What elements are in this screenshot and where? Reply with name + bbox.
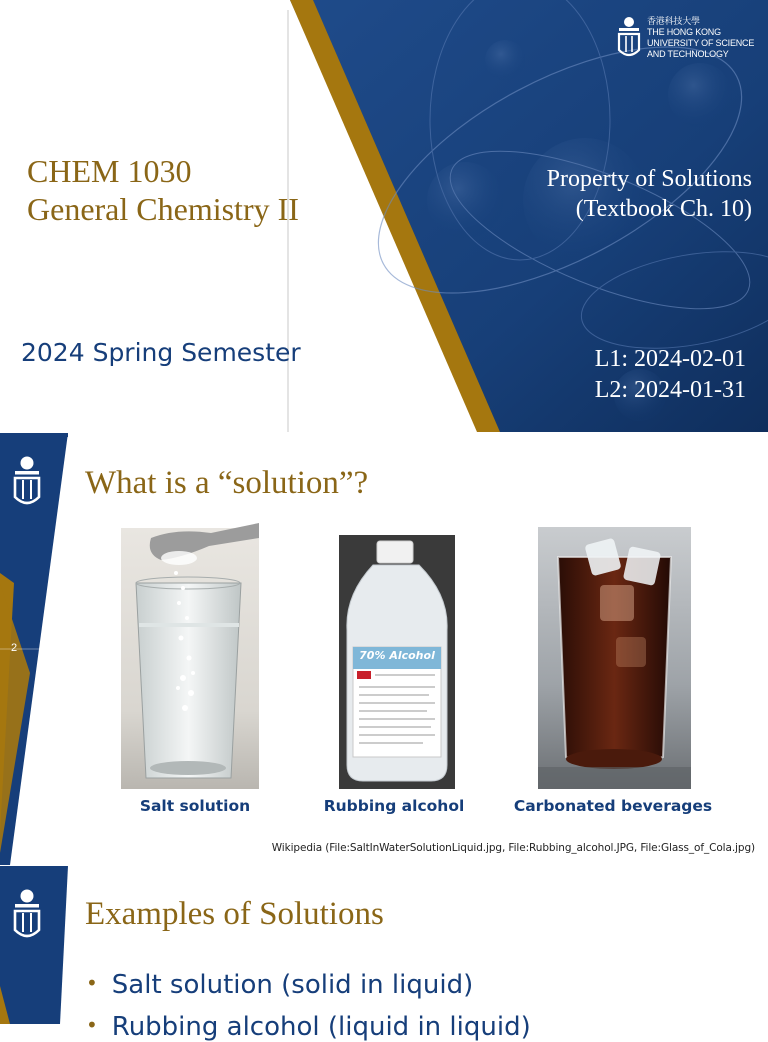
logo-line2: UNIVERSITY OF SCIENCE xyxy=(647,38,755,48)
hkust-logo-text xyxy=(647,16,754,60)
course-title xyxy=(27,152,299,228)
slide-examples-of-solutions xyxy=(0,866,768,1042)
page-number: 2 xyxy=(11,642,18,654)
logo-chinese: 香港科技大學 xyxy=(647,16,700,26)
salt-solution-photo xyxy=(121,528,259,789)
hkust-emblem-icon xyxy=(616,16,642,64)
bullet-dot-icon: • xyxy=(86,971,98,995)
carbonated-beverage-photo xyxy=(538,527,691,789)
title-slide xyxy=(0,0,768,432)
bullet-item xyxy=(86,1012,531,1042)
logo-line1: THE HONG KONG xyxy=(647,27,721,37)
topic-line1: Property of Solutions xyxy=(546,166,752,192)
slide-what-is-solution xyxy=(0,433,768,865)
lecture-dates xyxy=(595,344,746,406)
bullet-item xyxy=(86,970,473,1000)
slide-title: Examples of Solutions xyxy=(85,896,384,932)
course-code: CHEM 1030 xyxy=(27,153,192,189)
logo-line3: AND TECHNOLOGY xyxy=(647,49,729,59)
slide-title: What is a “solution”? xyxy=(85,465,369,501)
image-credit: Wikipedia (File:SaltInWaterSolutionLiquid.jpg, File:Rubbing_alcohol.JPG, File:Glass_of_Cola.jpg) xyxy=(271,842,755,854)
bullet-text: Salt solution (solid in liquid) xyxy=(111,970,474,1000)
hkust-emblem-icon xyxy=(10,888,44,944)
date-l1: L1: 2024-02-01 xyxy=(594,346,746,372)
hkust-logo xyxy=(616,16,756,64)
semester-label: 2024 Spring Semester xyxy=(21,338,301,367)
hkust-emblem-icon xyxy=(10,455,44,511)
topic-line2: (Textbook Ch. 10) xyxy=(575,196,752,222)
caption-rubbing-alcohol: Rubbing alcohol xyxy=(323,797,465,815)
rubbing-alcohol-photo xyxy=(339,535,455,789)
course-name: General Chemistry II xyxy=(27,191,299,227)
date-l2: L2: 2024-01-31 xyxy=(594,377,746,403)
caption-salt-solution: Salt solution xyxy=(139,797,251,815)
bullet-dot-icon: • xyxy=(86,1013,98,1037)
lecture-topic xyxy=(547,164,752,224)
bullet-text: Rubbing alcohol (liquid in liquid) xyxy=(111,1012,531,1042)
caption-carbonated-beverages: Carbonated beverages xyxy=(513,797,713,815)
bottle-label-text: 70% Alcohol xyxy=(359,649,435,662)
